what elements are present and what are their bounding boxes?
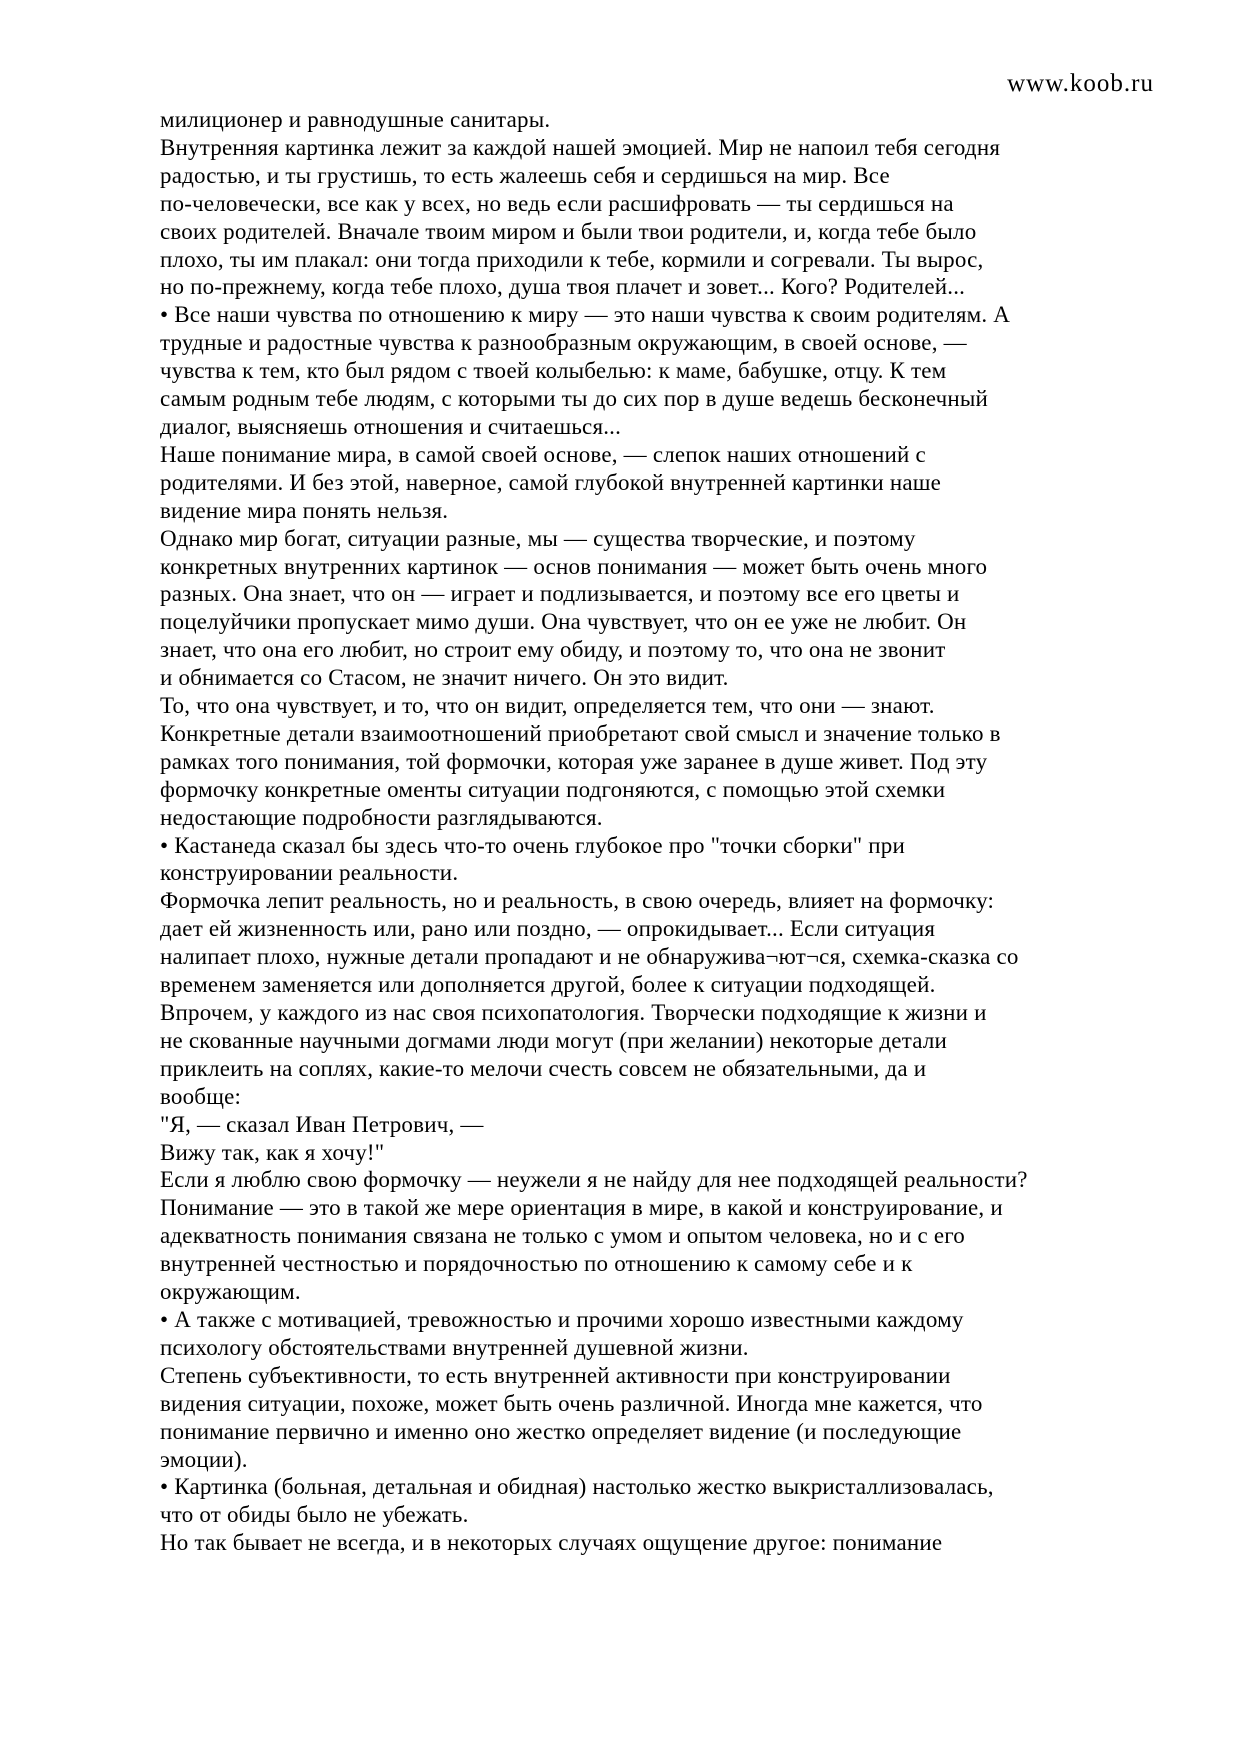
text-line: дает ей жизненность или, рано или поздно, — опрокидывает... Если ситуация <box>160 916 936 942</box>
text-line: недостающие подробности разглядываются. <box>160 804 603 830</box>
text-line: видения ситуации, похоже, может быть очень различной. Иногда мне кажется, что <box>160 1390 983 1416</box>
text-line: эмоции). <box>160 1446 248 1472</box>
text-line: знает, что она его любит, но строит ему обиду, и поэтому то, что она не звонит <box>160 637 946 663</box>
text-line: Конкретные детали взаимоотношений приобретают свой смысл и значение только в <box>160 720 1001 746</box>
text-line: Но так бывает не всегда, и в некоторых случаях ощущение другое: понимание <box>160 1530 943 1556</box>
text-line: плохо, ты им плакал: они тогда приходили к тебе, кормили и согревали. Ты вырос, <box>160 246 984 272</box>
text-line: • Кастанеда сказал бы здесь что-то очень глубокое про "точки сборки" при <box>160 832 905 858</box>
text-line: радостью, и ты грустишь, то есть жалеешь себя и сердишься на мир. Все <box>160 162 890 188</box>
text-line: но по-прежнему, когда тебе плохо, душа твоя плачет и зовет... Кого? Родителей... <box>160 274 966 300</box>
text-line: Формочка лепит реальность, но и реальность, в свою очередь, влияет на формочку: <box>160 888 995 914</box>
text-line: рамках того понимания, той формочки, которая уже заранее в душе живет. Под эту <box>160 748 988 774</box>
text-line: налипает плохо, нужные детали пропадают и не обнаружива¬ют¬ся, схемка-сказка со <box>160 944 1019 970</box>
text-line: видение мира понять нельзя. <box>160 497 449 523</box>
text-line: самым родным тебе людям, с которыми ты до сих пор в душе ведешь бесконечный <box>160 386 989 412</box>
text-line: адекватность понимания связана не только с умом и опытом человека, но и с его <box>160 1223 965 1249</box>
text-line: • А также с мотивацией, тревожностью и прочими хорошо известными каждому <box>160 1306 964 1332</box>
site-url-watermark: www.koob.ru <box>1007 70 1154 97</box>
text-line: Внутренняя картинка лежит за каждой нашей эмоцией. Мир не напоил тебя сегодня <box>160 134 1001 160</box>
text-line: конкретных внутренних картинок — основ понимания — может быть очень много <box>160 553 988 579</box>
text-line: родителями. И без этой, наверное, самой глубокой внутренней картинки наше <box>160 469 942 495</box>
text-line: Впрочем, у каждого из нас своя психопатология. Творчески подходящие к жизни и <box>160 1000 987 1025</box>
text-line: Если я люблю свою формочку — неужели я не найду для нее подходящей реальности? <box>160 1167 1028 1193</box>
text-line: конструировании реальности. <box>160 860 459 886</box>
text-line: по-человечески, все как у всех, но ведь если расшифровать — ты сердишься на <box>160 190 954 216</box>
text-line: чувства к тем, кто был рядом с твоей колыбелью: к маме, бабушке, отцу. К тем <box>160 358 947 384</box>
text-line: понимание первично и именно оно жестко определяет видение (и последующие <box>160 1418 962 1444</box>
text-line: Степень субъективности, то есть внутренней активности при конструировании <box>160 1362 951 1388</box>
text-line: То, что она чувствует, и то, что он видит, определяется тем, что они — знают. <box>160 693 935 719</box>
text-line: Однако мир богат, ситуации разные, мы — существа творческие, и поэтому <box>160 525 916 551</box>
text-line: не скованные научными догмами люди могут (при желании) некоторые детали <box>160 1027 948 1053</box>
text-line: Наше понимание мира, в самой своей основе, — слепок наших отношений с <box>160 441 926 467</box>
text-line: диалог, выясняешь отношения и считаешься... <box>160 413 622 439</box>
text-line: окружающим. <box>160 1279 301 1305</box>
text-line: своих родителей. Вначале твоим миром и были твои родители, и, когда тебе было <box>160 218 977 244</box>
text-line: психологу обстоятельствами внутренней душевной жизни. <box>160 1334 749 1360</box>
text-line: вообще: <box>160 1083 242 1109</box>
text-line: Вижу так, как я хочу!" <box>160 1139 385 1165</box>
text-line: приклеить на соплях, какие-то мелочи счесть совсем не обязательными, да и <box>160 1055 927 1081</box>
text-line: разных. Она знает, что он — играет и подлизывается, и поэтому все его цветы и <box>160 581 960 607</box>
text-line: • Картинка (больная, детальная и обидная) настолько жестко выкристаллизовалась, <box>160 1474 994 1500</box>
text-line: что от обиды было не убежать. <box>160 1502 469 1528</box>
text-line: формочку конкретные оменты ситуации подгоняются, с помощью этой схемки <box>160 776 946 802</box>
text-line: поцелуйчики пропускает мимо души. Она чувствует, что он ее уже не любит. Он <box>160 609 967 635</box>
text-line: • Все наши чувства по отношению к миру — это наши чувства к своим родителям. А <box>160 302 1011 328</box>
text-line: трудные и радостные чувства к разнообразным окружающим, в своей основе, — <box>160 330 967 356</box>
text-line: временем заменяется или дополняется другой, более к ситуации подходящей. <box>160 972 936 998</box>
text-line: милиционер и равнодушные санитары. <box>160 107 551 132</box>
text-line: внутренней честностью и порядочностью по отношению к самому себе и к <box>160 1251 913 1277</box>
text-line: и обнимается со Стасом, не значит ничего. Он это видит. <box>160 665 729 691</box>
body-text-block <box>160 106 1105 1557</box>
text-line: Понимание — это в такой же мере ориентация в мире, в какой и конструирование, и <box>160 1195 1003 1221</box>
text-line: "Я, — сказал Иван Петрович, — <box>160 1111 484 1137</box>
